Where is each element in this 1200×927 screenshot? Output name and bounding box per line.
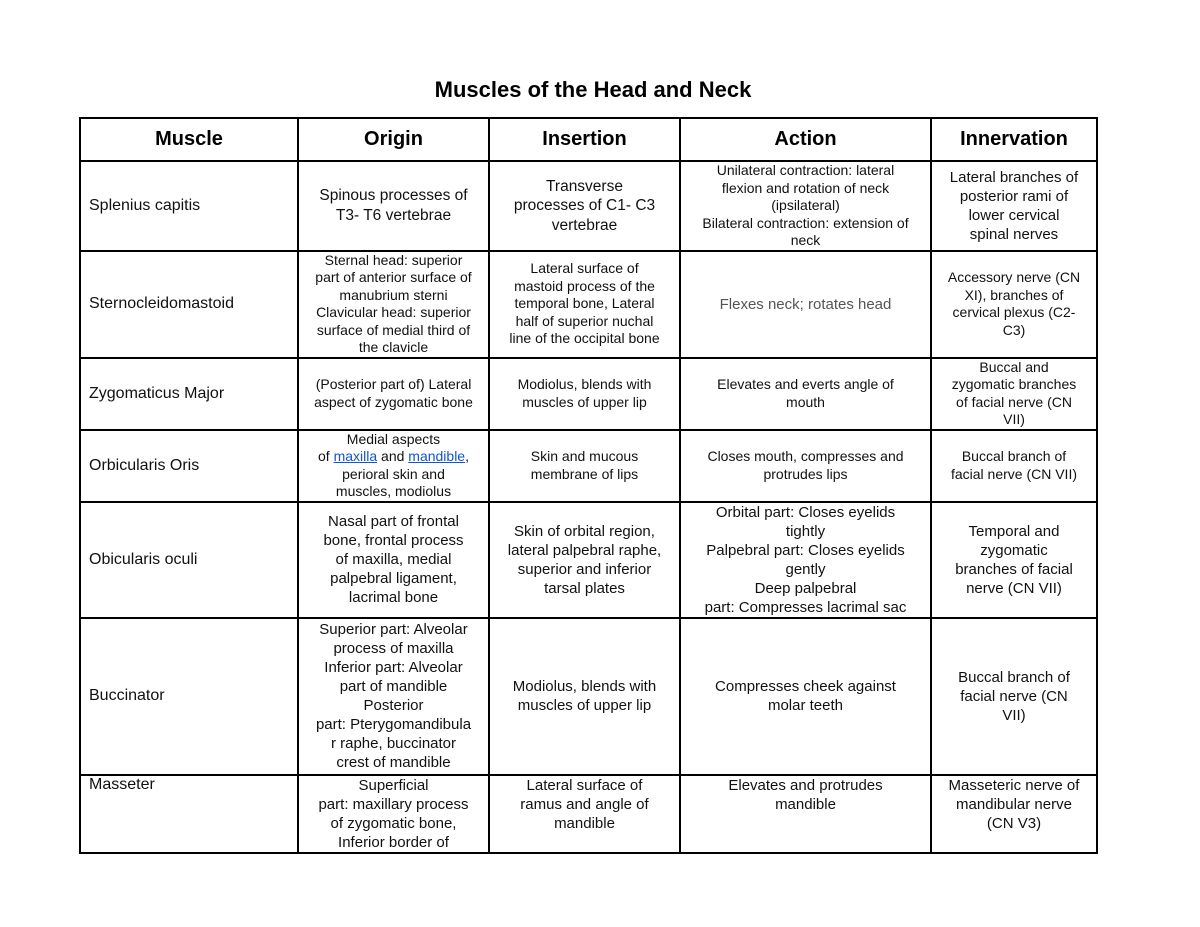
muscle-name-cell: Zygomaticus Major xyxy=(80,358,298,430)
column-header-muscle: Muscle xyxy=(80,118,298,161)
cell-line: cervical plexus (C2- xyxy=(952,304,1076,320)
cell-line: XI), branches of xyxy=(964,286,1064,303)
muscle-name-cell: Buccinator xyxy=(80,618,298,775)
cell-line: of maxilla, medial xyxy=(335,551,452,568)
cell-line: (CN V3) xyxy=(986,814,1042,832)
muscle-name-cell: Splenius capitis xyxy=(80,161,298,251)
cell-line: nerve (CN VII) xyxy=(966,579,1062,597)
cell-line: part of mandible xyxy=(339,678,448,695)
action-cell xyxy=(680,502,931,618)
cell-line: zygomatic xyxy=(980,541,1048,559)
cell-line: Elevates and protrudes xyxy=(728,776,883,794)
innervation-cell xyxy=(931,161,1097,251)
cell-line: lacrimal bone xyxy=(348,589,439,606)
origin-cell xyxy=(298,358,489,430)
insertion-cell xyxy=(489,161,680,251)
cell-line: Nasal part of frontal xyxy=(328,513,459,530)
table-row xyxy=(80,251,1097,358)
action-cell xyxy=(680,430,931,502)
cell-line: part: Pterygomandibula xyxy=(315,716,472,733)
cell-line: Lateral surface of xyxy=(526,776,643,794)
insertion-cell xyxy=(489,251,680,358)
cell-line: Temporal and xyxy=(968,522,1060,540)
cell-line: (ipsilateral) xyxy=(771,197,840,213)
cell-line: tightly xyxy=(785,522,826,540)
cell-line: bone, frontal process xyxy=(323,532,464,549)
origin-suffix: , xyxy=(465,448,469,464)
cell-line: Palpebral part: Closes eyelids xyxy=(706,541,905,559)
cell-line: facial nerve (CN xyxy=(960,687,1068,705)
column-header-origin: Origin xyxy=(298,118,489,161)
cell-line: (Posterior part of) Lateral xyxy=(315,376,472,392)
cell-line: ramus and angle of xyxy=(520,795,649,813)
cell-line: Accessory nerve (CN xyxy=(947,269,1081,285)
page-title: Muscles of the Head and Neck xyxy=(434,77,752,102)
cell-line: mandible xyxy=(554,814,615,832)
cell-line: Modiolus, blends with xyxy=(517,376,652,392)
origin-cell xyxy=(298,618,489,775)
cell-line: Bilateral contraction: extension of xyxy=(702,214,909,231)
origin-cell xyxy=(298,251,489,358)
muscle-name-cell: Sternocleidomastoid xyxy=(80,251,298,358)
innervation-cell xyxy=(931,775,1097,853)
cell-line: processes of C1- C3 xyxy=(513,197,656,214)
innervation-cell xyxy=(931,251,1097,358)
table-row xyxy=(80,358,1097,430)
cell-line: vertebrae xyxy=(551,216,618,234)
cell-line: perioral skin and xyxy=(342,465,445,482)
innervation-cell xyxy=(931,618,1097,775)
cell-line: VII) xyxy=(1003,411,1025,427)
cell-line: manubrium sterni xyxy=(339,286,448,303)
cell-line: protrudes lips xyxy=(763,465,848,482)
cell-line: muscles of upper lip xyxy=(517,697,652,714)
cell-line: part: Compresses lacrimal sac xyxy=(704,598,907,616)
cell-line: posterior rami of xyxy=(959,187,1069,205)
innervation-cell xyxy=(931,358,1097,430)
cell-line: Modiolus, blends with xyxy=(512,678,657,695)
cell-line: zygomatic branches xyxy=(951,376,1077,392)
action-cell xyxy=(680,358,931,430)
cell-line: crest of mandible xyxy=(336,754,451,771)
cell-line: muscles, modiolus xyxy=(335,483,452,499)
insertion-cell xyxy=(489,430,680,502)
origin-cell xyxy=(298,502,489,618)
cell-line: Buccal branch of xyxy=(961,448,1067,464)
cell-line: Inferior border of xyxy=(338,833,449,851)
cell-line: Posterior xyxy=(363,697,424,714)
insertion-cell xyxy=(489,618,680,775)
cell-line: Masseteric nerve of xyxy=(948,776,1080,794)
table-header-row xyxy=(80,118,1097,161)
maxilla-link[interactable]: maxilla xyxy=(333,448,378,464)
cell-line: Orbital part: Closes eyelids xyxy=(715,503,896,521)
cell-line: Inferior part: Alveolar xyxy=(324,659,463,676)
cell-line: superior and inferior xyxy=(517,560,652,578)
cell-line: Transverse xyxy=(546,177,623,195)
cell-line: lower cervical xyxy=(968,206,1060,224)
cell-line: muscles of upper lip xyxy=(522,393,647,410)
cell-line: flexion and rotation of neck xyxy=(721,179,890,196)
cell-line: membrane of lips xyxy=(530,465,639,482)
insertion-cell xyxy=(489,502,680,618)
origin-prefix: of xyxy=(317,448,334,464)
cell-line: mouth xyxy=(786,393,825,410)
cell-line: VII) xyxy=(1002,706,1026,724)
cell-line: temporal bone, Lateral xyxy=(514,295,655,312)
cell-line: Medial aspects xyxy=(346,430,441,447)
origin-cell xyxy=(298,430,489,502)
cell-line: tarsal plates xyxy=(544,579,625,597)
cell-line: mandible xyxy=(775,795,836,813)
cell-line: Superior part: Alveolar xyxy=(319,621,468,638)
cell-line: Deep palpebral xyxy=(754,579,857,597)
cell-line: Lateral surface of xyxy=(530,260,639,277)
cell-line: Superficial xyxy=(358,776,429,794)
action-cell xyxy=(680,251,931,358)
cell-line: Elevates and everts angle of xyxy=(717,376,894,392)
action-cell xyxy=(680,161,931,251)
table-row xyxy=(80,430,1097,502)
action-cell xyxy=(680,618,931,775)
cell-line: Unilateral contraction: lateral xyxy=(716,162,895,178)
muscle-name-cell: Masseter xyxy=(80,775,298,853)
table-row xyxy=(80,618,1097,775)
cell-line: Sternal head: superior xyxy=(324,251,463,268)
mandible-link[interactable]: mandible xyxy=(408,448,466,464)
cell-line: spinal nerves xyxy=(969,225,1059,243)
innervation-cell xyxy=(931,502,1097,618)
column-header-insertion: Insertion xyxy=(489,118,680,161)
cell-line: Flexes neck; rotates head xyxy=(719,295,892,313)
cell-line: Compresses cheek against xyxy=(715,678,896,695)
muscles-table xyxy=(79,117,1098,854)
origin-cell xyxy=(298,161,489,251)
cell-line: Skin of orbital region, xyxy=(514,522,655,540)
cell-line: neck xyxy=(790,232,821,248)
cell-line: Buccal and xyxy=(979,358,1049,375)
cell-line: mandibular nerve xyxy=(956,795,1072,813)
column-header-innervation: Innervation xyxy=(931,118,1097,161)
insertion-cell xyxy=(489,775,680,853)
origin-cell xyxy=(298,775,489,853)
cell-line xyxy=(304,448,483,466)
origin-conjunction: and xyxy=(377,448,409,464)
cell-line: the clavicle xyxy=(358,339,429,355)
cell-line: palpebral ligament, xyxy=(330,570,457,587)
cell-line: Skin and mucous xyxy=(530,448,639,464)
column-header-action: Action xyxy=(680,118,931,161)
cell-line: branches of facial xyxy=(955,560,1073,578)
cell-line: part of anterior surface of xyxy=(315,269,472,285)
cell-line: gently xyxy=(785,560,826,578)
cell-line: line of the occipital bone xyxy=(509,330,660,347)
cell-line: of facial nerve (CN xyxy=(956,393,1072,410)
cell-line: process of maxilla xyxy=(333,640,454,657)
cell-line: surface of medial third of xyxy=(316,321,471,338)
cell-line: Buccal branch of xyxy=(958,668,1070,686)
muscle-name-cell: Obicularis oculi xyxy=(80,502,298,618)
cell-line: molar teeth xyxy=(767,697,844,714)
insertion-cell xyxy=(489,358,680,430)
cell-line: aspect of zygomatic bone xyxy=(314,393,473,410)
action-cell xyxy=(680,775,931,853)
cell-line: r raphe, buccinator xyxy=(330,735,457,752)
cell-line: of zygomatic bone, xyxy=(330,814,457,832)
table-row xyxy=(80,161,1097,251)
table-row xyxy=(80,775,1097,853)
cell-line: Lateral branches of xyxy=(949,168,1079,186)
table-row xyxy=(80,502,1097,618)
innervation-cell xyxy=(931,430,1097,502)
cell-line: Closes mouth, compresses and xyxy=(707,448,904,464)
cell-line: Spinous processes of xyxy=(319,187,468,205)
cell-line: Clavicular head: superior xyxy=(316,304,471,320)
cell-line: T3- T6 vertebrae xyxy=(335,206,452,224)
cell-line: mastoid process of the xyxy=(514,277,655,294)
cell-line: half of superior nuchal xyxy=(515,312,654,329)
muscle-name-cell: Orbicularis Oris xyxy=(80,430,298,502)
cell-line: facial nerve (CN VII) xyxy=(950,465,1078,482)
cell-line: lateral palpebral raphe, xyxy=(507,541,662,559)
cell-line: C3) xyxy=(1002,321,1026,338)
cell-line: part: maxillary process xyxy=(318,795,469,813)
